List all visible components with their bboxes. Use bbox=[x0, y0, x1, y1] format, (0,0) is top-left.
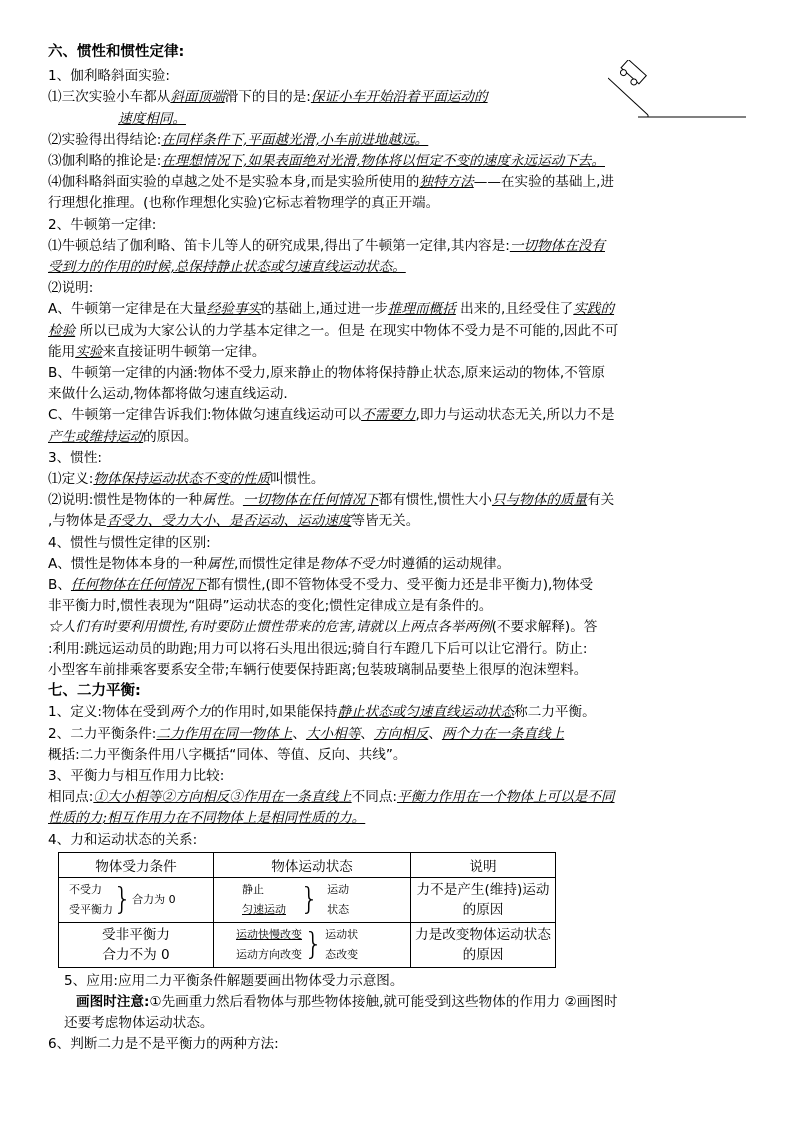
table-cell bbox=[214, 877, 411, 922]
force-motion-table bbox=[58, 852, 556, 968]
cell-text: 运动状 bbox=[325, 927, 359, 941]
galileo-item-4: ⑷伽科略斜面实验的卓越之处不是实验本身,而是实验所使用的独特方法——在实验的基础上,进 bbox=[48, 174, 614, 191]
cell-text: 运动方向改变 bbox=[236, 947, 302, 961]
balance-conditions: 2、二力平衡条件:二力作用在同一物体上、大小相等、方向相反、两个力在一条直线上 bbox=[48, 725, 565, 742]
inertia-example-question: ☆人们有时要利用惯性,有时要防止惯性带来的危害,请就以上两点各举两例(不要求解释)。答 bbox=[48, 619, 598, 636]
drawing-note-cont: 还要考虑物体运动状态。 bbox=[64, 1015, 214, 1032]
table-cell: 力不是产生(维持)运动的原因 bbox=[411, 877, 556, 922]
inertia-note: ⑵说明:惯性是物体的一种属性。一切物体在任何情况下都有惯性,惯性大小只与物体的质量有关 bbox=[48, 492, 615, 509]
newton-note-b: B、牛顿第一定律的内涵:物体不受力,原来静止的物体将保持静止状态,原来运动的物体,不管原 bbox=[48, 365, 606, 382]
galileo-heading: 1、伽利略斜面实验: bbox=[48, 68, 170, 85]
table-header: 说明 bbox=[411, 852, 556, 877]
inertia-heading: 3、惯性: bbox=[48, 449, 103, 466]
cell-text: 运动 bbox=[327, 882, 350, 896]
table-cell: 力是改变物体运动状态的原因 bbox=[411, 922, 556, 967]
cell-text: 合力不为 0 bbox=[102, 946, 170, 963]
force-motion-heading: 4、力和运动状态的关系: bbox=[48, 831, 198, 848]
newton-note-c-cont: 产生或维持运动的原因。 bbox=[48, 428, 198, 445]
galileo-item-1-cont: 速度相同。 bbox=[118, 110, 186, 127]
galileo-item-1: ⑴三次实验小车都从斜面顶端滑下的目的是:保证小车开始沿着平面运动的 bbox=[48, 89, 488, 106]
cell-text: 静止 bbox=[242, 882, 264, 896]
newton-note-c: C、牛顿第一定律告诉我们:物体做匀速直线运动可以不需要力,即力与运动状态无关,所以力不是 bbox=[48, 407, 615, 424]
newton-note-b-cont: 来做什么运动,物体都将做匀速直线运动. bbox=[48, 386, 288, 403]
table-cell bbox=[59, 877, 214, 922]
drawing-note: 画图时注意:①先画重力然后看物体与那些物体接触,就可能受到这些物体的作用力 ②画图时 bbox=[76, 993, 618, 1010]
balance-summary: 概括:二力平衡条件用八字概括“同体、等值、反向、共线”。 bbox=[48, 746, 407, 763]
inertia-law-b-cont: 非平衡力时,惯性表现为“阻碍”运动状态的变化;惯性定律成立是有条件的。 bbox=[48, 598, 493, 615]
cell-text: 受平衡力 bbox=[69, 902, 113, 916]
newton-item-2: ⑵说明: bbox=[48, 280, 94, 297]
table-header: 物体运动状态 bbox=[214, 852, 411, 877]
inertia-note-cont: ,与物体是否受力、受力大小、是否运动、运动速度等皆无关。 bbox=[48, 513, 420, 530]
comparison-detail-cont: 性质的力;相互作用力在不同物体上是相同性质的力。 bbox=[48, 810, 366, 827]
table-row bbox=[59, 877, 556, 922]
newton-item-1: ⑴牛顿总结了伽利略、笛卡儿等人的研究成果,得出了牛顿第一定律,其内容是:一切物体在没有 bbox=[48, 237, 605, 254]
newton-note-a-cont1: 检验 所以已成为大家公认的力学基本定律之一。但是 在现实中物体不受力是不可能的,因此不可 bbox=[48, 322, 619, 339]
table-header-row bbox=[59, 852, 556, 877]
cell-text: 运动快慢改变 bbox=[236, 927, 302, 941]
balance-definition: 1、定义:物体在受到两个力的作用时,如果能保持静止状态或匀速直线运动状态称二力平衡。 bbox=[48, 704, 596, 721]
document-body bbox=[48, 42, 748, 1056]
brace-icon: } bbox=[304, 926, 324, 962]
newton-note-a: A、牛顿第一定律是在大量经验事实的基础上,通过进一步推理而概括 出来的,且经受住了实践的 bbox=[48, 301, 615, 318]
newton-heading: 2、牛顿第一定律: bbox=[48, 216, 157, 233]
inertia-law-heading: 4、惯性与惯性定律的区别: bbox=[48, 534, 211, 551]
table-header: 物体受力条件 bbox=[59, 852, 214, 877]
cell-text: 受非平衡力 bbox=[102, 926, 170, 943]
newton-item-1-cont: 受到力的作用的时候,总保持静止状态或匀速直线运动状态。 bbox=[48, 259, 406, 276]
brace-icon: } bbox=[300, 881, 320, 917]
inertia-definition: ⑴定义:物体保持运动状态不变的性质叫惯性。 bbox=[48, 471, 325, 488]
galileo-item-3: ⑶伽利略的推论是:在理想情况下,如果表面绝对光滑,物体将以恒定不变的速度永远运动下去。 bbox=[48, 153, 605, 170]
application-line: 5、应用:应用二力平衡条件解题要画出物体受力示意图。 bbox=[64, 972, 404, 989]
galileo-item-4-cont: 行理想化推理。(也称作理想化实验)它标志着物理学的真正开端。 bbox=[48, 195, 440, 212]
galileo-item-2: ⑵实验得出得结论:在同样条件下,平面越光滑,小车前进地越远。 bbox=[48, 131, 429, 148]
section-6-title: 六、惯性和惯性定律: bbox=[48, 44, 185, 60]
inertia-law-a: A、惯性是物体本身的一种属性,而惯性定律是物体不受力时遵循的运动规律。 bbox=[48, 555, 511, 572]
cell-text: 状态 bbox=[327, 902, 350, 916]
judge-methods-heading: 6、判断二力是不是平衡力的两种方法: bbox=[48, 1036, 279, 1053]
cell-text: 态改变 bbox=[325, 947, 359, 961]
newton-note-a-cont2: 能用实验来直接证明牛顿第一定律。 bbox=[48, 343, 266, 360]
cell-text: 不受力 bbox=[69, 882, 102, 896]
inertia-example-answer-cont: 小型客车前排乘客要系安全带;车辆行使要保持距离;包装玻璃制品要垫上很厚的泡沫塑料。 bbox=[48, 661, 588, 678]
cell-text: 匀速运动 bbox=[242, 902, 286, 916]
cell-text: 合力为 0 bbox=[132, 892, 176, 906]
section-7-title: 七、二力平衡: bbox=[48, 683, 141, 700]
table-row bbox=[59, 922, 556, 967]
inertia-law-b: B、任何物体在任何情况下都有惯性,(即不管物体受不受力、受平衡力还是非平衡力),物体受 bbox=[48, 577, 594, 594]
inertia-example-answer: :利用:跳远运动员的助跑;用力可以将石头甩出很远;骑自行车蹬几下后可以让它滑行。防止: bbox=[48, 640, 588, 657]
table-cell bbox=[214, 922, 411, 967]
table-cell bbox=[59, 922, 214, 967]
comparison-heading: 3、平衡力与相互作用力比较: bbox=[48, 767, 225, 784]
brace-icon: } bbox=[113, 881, 133, 917]
comparison-detail: 相同点:①大小相等②方向相反③作用在一条直线上不同点:平衡力作用在一个物体上可以是不同 bbox=[48, 789, 615, 806]
